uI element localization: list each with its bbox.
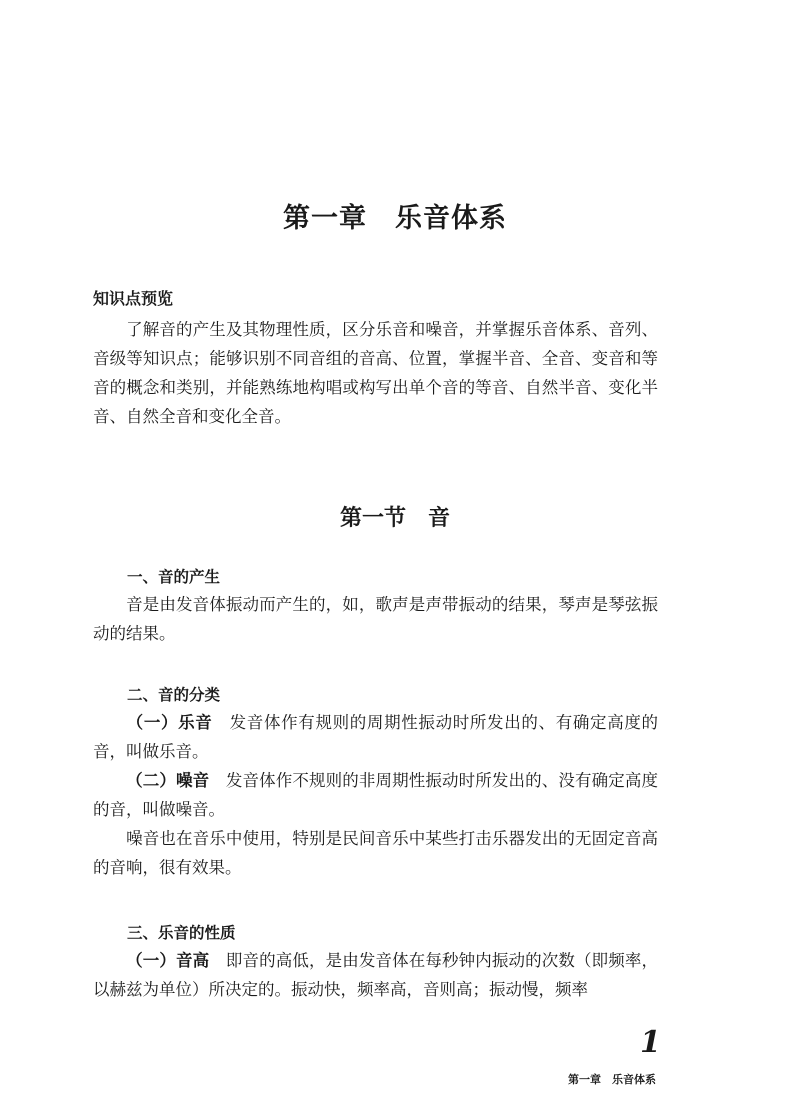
subsection-heading-1: 一、音的产生 (127, 568, 221, 586)
subsection-heading-2: 二、音的分类 (127, 686, 221, 704)
running-footer: 第一章 乐音体系 (568, 1073, 656, 1086)
chapter-title: 第一章 乐音体系 (283, 203, 507, 234)
preview-text: 了解音的产生及其物理性质，区分乐音和噪音，并掌握乐音体系、音列、音级等知识点；能够识别不同音组的音高、位置，掌握半音、全音、变音和等音的概念和类别，并能熟练地构唱或构写出单个音的等音、自然半音、变化半音、自然全音和变化全音。 (93, 320, 658, 426)
noise-usage-paragraph (93, 824, 658, 882)
page-number: 1 (640, 1025, 661, 1060)
preview-paragraph (93, 315, 658, 431)
subsection-heading-3: 三、乐音的性质 (127, 924, 236, 942)
term-musical-tone: （一）乐音 (126, 713, 213, 732)
paragraph-text: 发音体作有规则的周期性振动时所发出的、有确定高度的音，叫做乐音。 (93, 713, 659, 761)
paragraph-text: 噪音也在音乐中使用，特别是民间音乐中某些打击乐器发出的无固定音高的音响，很有效果。 (93, 829, 658, 877)
preview-heading: 知识点预览 (93, 289, 174, 308)
musical-tone-paragraph (93, 708, 658, 766)
subsection-1-paragraph (93, 590, 658, 648)
term-pitch: （一）音高 (126, 951, 210, 970)
paragraph-text: 发音体作不规则的非周期性振动时所发出的、没有确定高度的音，叫做噪音。 (93, 771, 658, 819)
section-title: 第一节 音 (339, 505, 450, 531)
paragraph-text: 即音的高低，是由发音体在每秒钟内振动的次数（即频率，以赫兹为单位）所决定的。振动快，频率高，音则高；振动慢，频率 (93, 951, 658, 999)
pitch-paragraph (93, 946, 658, 1004)
term-noise: （二）噪音 (126, 771, 210, 790)
paragraph-text: 音是由发音体振动而产生的，如，歌声是声带振动的结果，琴声是琴弦振动的结果。 (93, 595, 658, 643)
noise-paragraph (93, 766, 658, 824)
